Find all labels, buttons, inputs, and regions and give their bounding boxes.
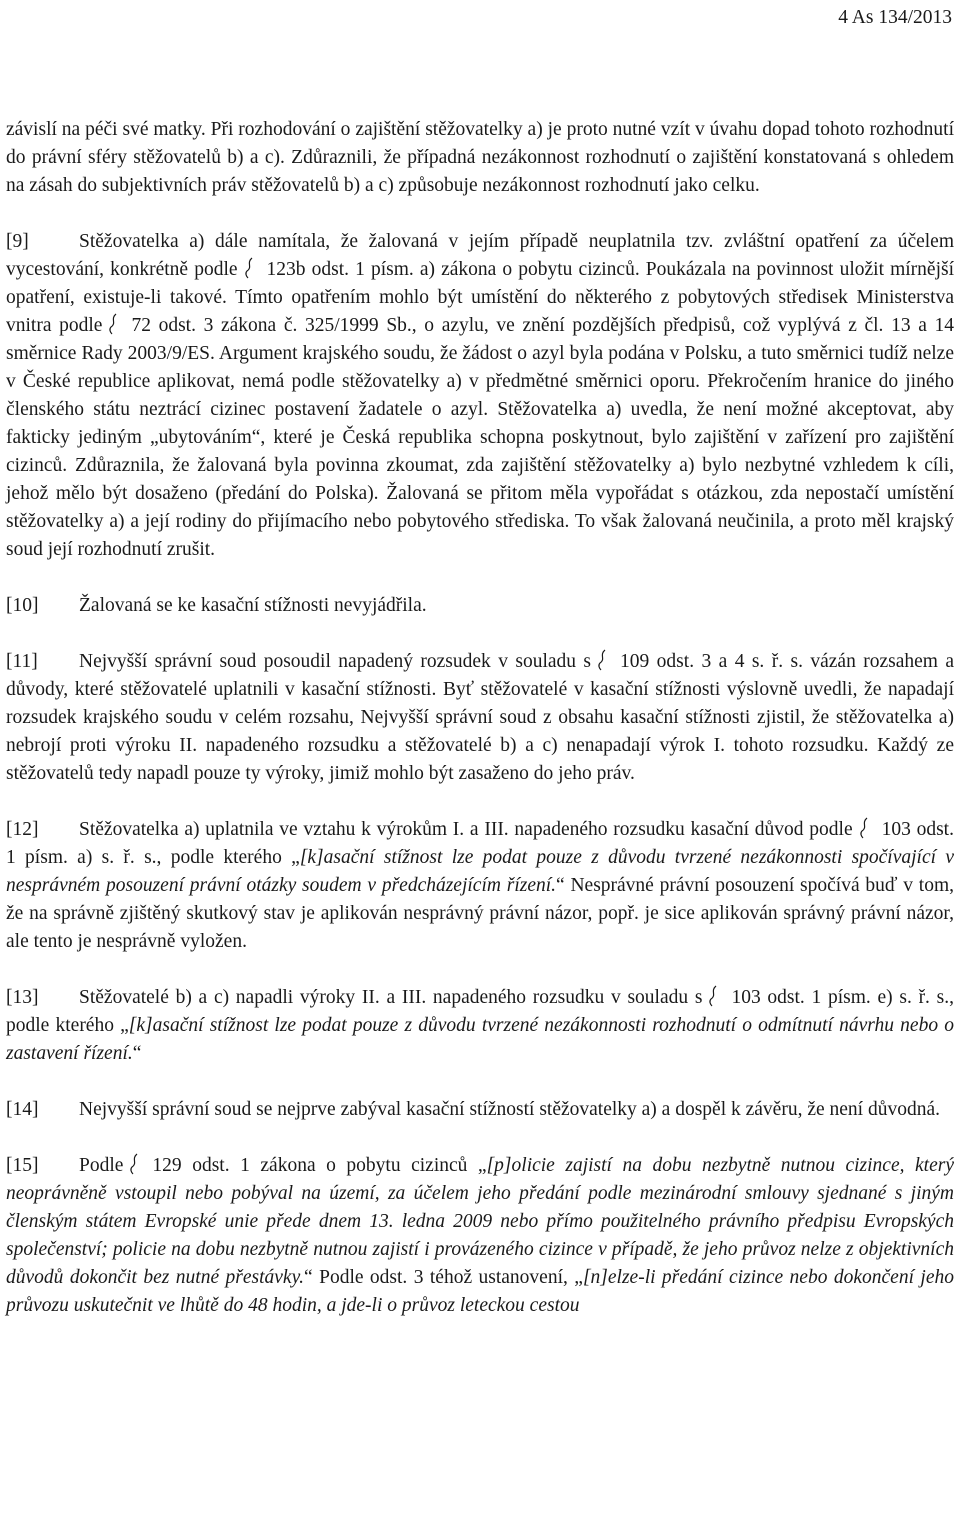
paragraph-number: [12] <box>6 819 39 840</box>
paragraph-text: 123b odst. 1 písm. a) zákona o pobytu cizinců. Poukázala na povinnost uložit mírnější opatření, existuje-li takové. Tímto opatřením mohlo být umístění do některého z pobytových středisek Ministerstva vnitra podle <box>6 259 954 336</box>
paragraph-11 <box>6 648 954 788</box>
paragraph-text: Stěžovatelka a) dále namítala, že žalovaná v jejím případě neuplatnila tzv. zvláštní opatření za účelem vycestování, konkrétně podle <box>6 231 954 280</box>
paragraph-number: [10] <box>6 595 39 616</box>
section-sign-icon <box>108 313 119 335</box>
paragraph-text: 72 odst. 3 zákona č. 325/1999 Sb., o azylu, ve znění pozdějších předpisů, což vyplývá z čl. 13 a 14 směrnice Rady 2003/9/ES. Argument krajského soudu, že žádost o azyl byla podána v Polsku, a tuto směrnici tudíž nelze v České republice aplikovat, nemá podle stěžovatelky a) v předmětné směrnici oporu. Překročením hranice do jiného členského státu neztrácí cizinec postavení žadatele o azyl. Stěžovatelka a) uvedla, že není možné akceptovat, aby fakticky jediným „ubytováním“, které je Česká republika schopna poskytnout, bylo zajištění v zařízení pro zajištění cizinců. Zdůraznila, že žalovaná byla povinna zkoumat, zda zajištění stěžovatelky a) bylo nezbytné vzhledem k cíli, jehož mělo být dosaženo (předání do Polska). Žalovaná se přitom měla vypořádat s otázkou, zda nepostačí umístění stěžovatelky a) a její rodiny do přijímacího nebo pobytového střediska. To však žalovaná neučinila, a proto měl krajský soud její rozhodnutí zrušit. <box>6 315 955 560</box>
paragraph-10 <box>6 592 954 620</box>
paragraph-9 <box>6 228 954 564</box>
paragraph-text: “ Nesprávné právní posouzení spočívá buď v tom, že na správně zjištěný skutkový stav je aplikován nesprávný právní názor, popř. je sice aplikován správný právní názor, ale tento je nesprávně vyložen. <box>6 875 954 952</box>
paragraph-15 <box>6 1152 954 1320</box>
paragraph-text: Podle <box>79 1155 124 1176</box>
paragraph-text: 129 odst. 1 zákona o pobytu cizinců „ <box>152 1155 487 1176</box>
paragraph-number: [15] <box>6 1155 39 1176</box>
case-number: 4 As 134/2013 <box>838 7 952 28</box>
paragraph-13 <box>6 984 954 1068</box>
paragraph-text: 109 odst. 3 a 4 s. ř. s. vázán rozsahem a důvody, které stěžovatelé uplatnili v kasační stížnosti. Byť stěžovatelé v kasační stížnosti výslovně uvedli, že napadají rozsudek krajského soudu v celém rozsahu, Nejvyšší správní soud z obsahu kasační stížnosti zjistil, že stěžovatelka a) nebrojí proti výroku II. napadeného rozsudku a stěžovatelé b) a c) nenapadají výrok I. tohoto rozsudku. Každý ze stěžovatelů tedy napadl pouze ty výroky, jimiž mohlo být zasaženo do jeho práv. <box>6 651 955 784</box>
paragraph-text: 103 odst. 1 písm. a) s. ř. s., podle kterého „ <box>6 819 954 868</box>
section-sign-icon <box>597 649 608 671</box>
paragraph-text: Nejvyšší správní soud posoudil napadený rozsudek v souladu s <box>79 651 592 672</box>
paragraph-text: Stěžovatelka a) uplatnila ve vztahu k výrokům I. a III. napadeného rozsudku kasační důvod podle <box>79 819 853 840</box>
quoted-law: [n]elze-li předání cizince nebo dokončení jeho průvozu uskutečnit ve lhůtě do 48 hodin, a jde-li o průvoz leteckou cestou <box>6 1267 954 1316</box>
paragraph-14 <box>6 1096 954 1124</box>
quoted-law: [k]asační stížnost lze podat pouze z důvodu tvrzené nezákonnosti rozhodnutí o odmítnutí návrhu nebo o zastavení řízení. <box>6 1015 954 1064</box>
section-sign-icon <box>859 817 870 839</box>
paragraph-12 <box>6 816 954 956</box>
section-sign-icon <box>244 257 255 279</box>
document-body <box>6 116 954 1320</box>
paragraph-number: [14] <box>6 1099 39 1120</box>
paragraph-text: “ <box>132 1043 142 1064</box>
intro-paragraph <box>6 116 954 200</box>
paragraph-number: [13] <box>6 987 39 1008</box>
quoted-law: [p]olicie zajistí na dobu nezbytně nutnou cizince, který neoprávněně vstoupil nebo pobýval na území, za účelem jeho předání podle mezinárodní smlouvy sjednané s jiným členským státem Evropské unie přede dnem 13. ledna 2009 nebo přímo použitelného právního předpisu Evropských společenství; policie na dobu nezbytně nutnou zajistí i provázeného cizince v případě, že jeho průvoz nelze z objektivních důvodů dokončit bez nutné přestávky. <box>6 1155 954 1288</box>
section-sign-icon <box>129 1153 140 1175</box>
quoted-law: [k]asační stížnost lze podat pouze z důvodu tvrzené nezákonnosti spočívající v nesprávném posouzení právní otázky soudem v předcházejícím řízení. <box>6 847 955 896</box>
section-sign-icon <box>708 985 719 1007</box>
paragraph-number: [11] <box>6 651 38 672</box>
paragraph-text: Nejvyšší správní soud se nejprve zabýval kasační stížností stěžovatelky a) a dospěl k závěru, že není důvodná. <box>79 1099 940 1120</box>
paragraph-text: “ Podle odst. 3 téhož ustanovení, „ <box>304 1267 583 1288</box>
paragraph-text: 103 odst. 1 písm. e) s. ř. s., podle kterého „ <box>6 987 954 1036</box>
paragraph-text: Stěžovatelé b) a c) napadli výroky II. a III. napadeného rozsudku v souladu s <box>79 987 703 1008</box>
intro-text: závislí na péči své matky. Při rozhodování o zajištění stěžovatelky a) je proto nutné vzít v úvahu dopad tohoto rozhodnutí do právní sféry stěžovatelů b) a c). Zdůraznili, že případná nezákonnost rozhodnutí o zajištění konstatovaná s ohledem na zásah do subjektivních práv stěžovatelů b) a c) způsobuje nezákonnost rozhodnutí jako celku. <box>6 119 954 196</box>
paragraph-text: Žalovaná se ke kasační stížnosti nevyjádřila. <box>79 595 427 616</box>
paragraph-number: [9] <box>6 231 29 252</box>
